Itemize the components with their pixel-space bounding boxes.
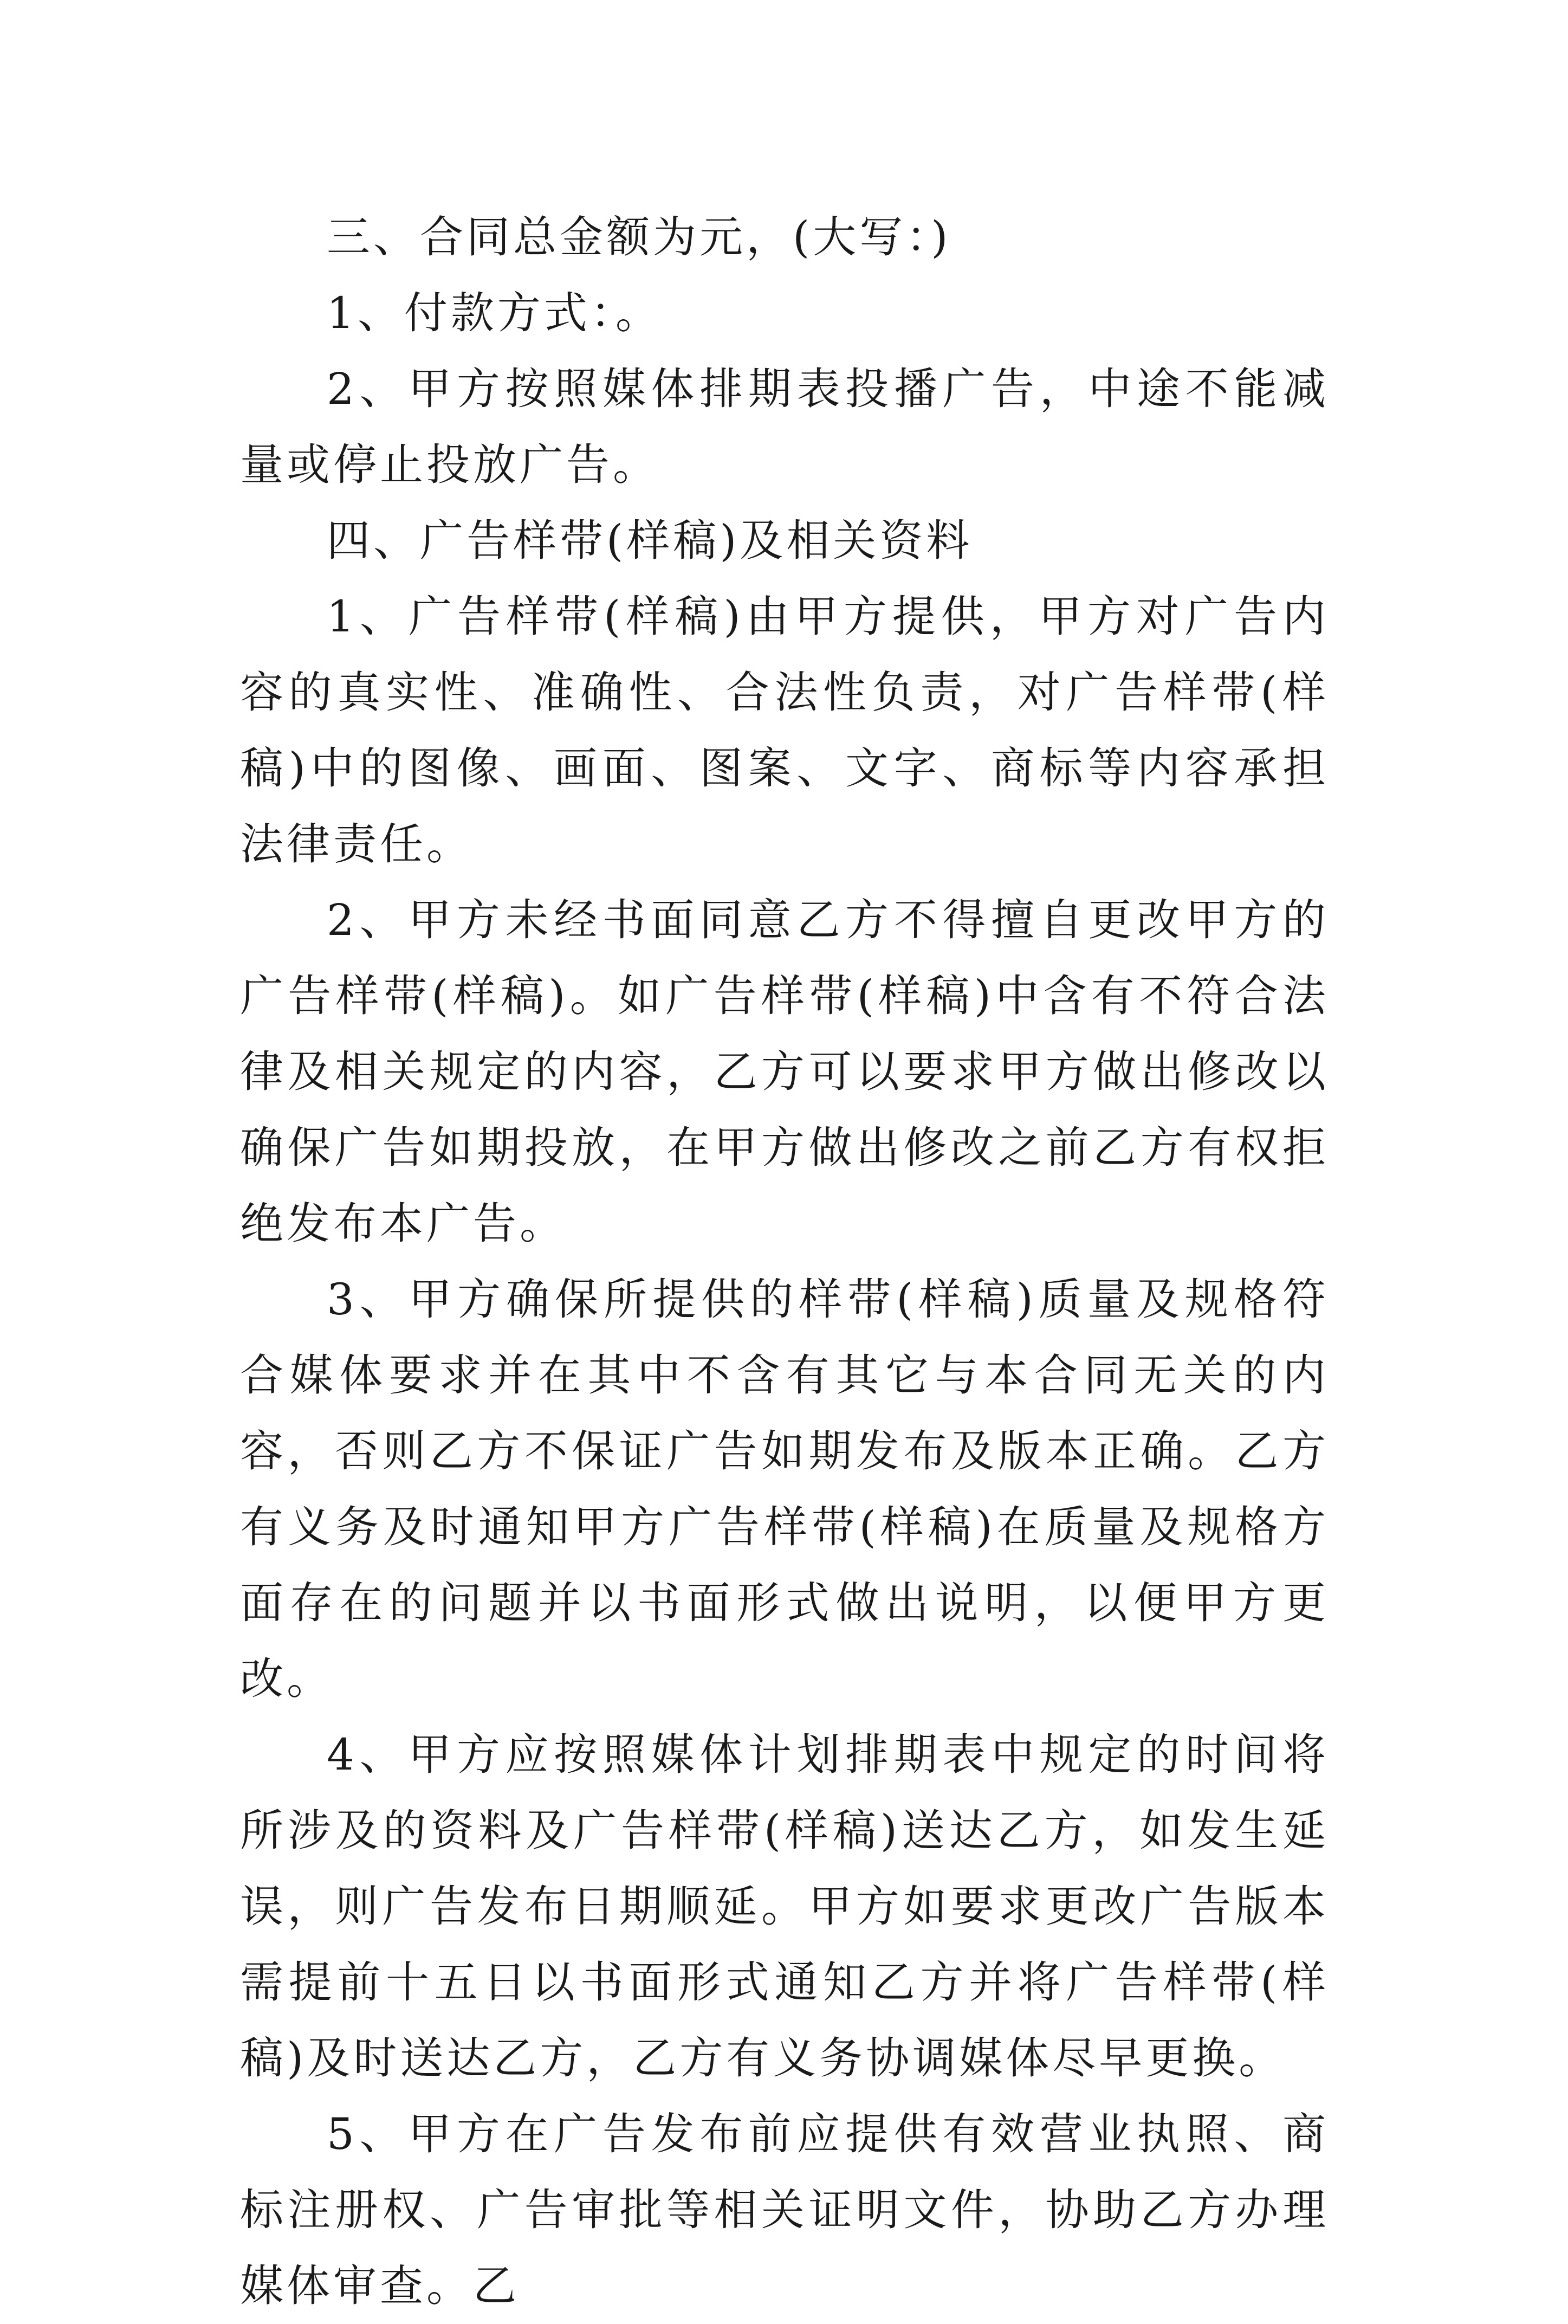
paragraph-payment-method: 1、付款方式：。 <box>327 288 662 338</box>
paragraph-sample-modification: 2、甲方未经书面同意乙方不得擅自更改甲方的广告样带(样稿)。如广告样带(样稿)中含有不符合法律及相关规定的内容，乙方可以要求甲方做出修改以确保广告如期投放，在甲方做出修改之前乙方有权拒绝发布本广告。 <box>240 895 1329 1249</box>
paragraph-total-amount: 三、合同总金额为元，(大写：) <box>327 212 951 262</box>
paragraph-sample-provision: 1、广告样带(样稿)由甲方提供，甲方对广告内容的真实性、准确性、合法性负责，对广告样带(样稿)中的图像、画面、图案、文字、商标等内容承担法律责任。 <box>240 591 1329 869</box>
paragraph-sample-quality: 3、甲方确保所提供的样带(样稿)质量及规格符合媒体要求并在其中不含有其它与本合同无关的内容，否则乙方不保证广告如期发布及版本正确。乙方有义务及时通知甲方广告样带(样稿)在质量及规格方面存在的问题并以书面形式做出说明，以便甲方更改。 <box>240 1274 1329 1704</box>
section-heading-ad-samples: 四、广告样带(样稿)及相关资料 <box>327 515 973 566</box>
contract-body <box>240 199 1329 2324</box>
paragraph-delivery-schedule: 4、甲方应按照媒体计划排期表中规定的时间将所涉及的资料及广告样带(样稿)送达乙方，如发生延误，则广告发布日期顺延。甲方如要求更改广告版本需提前十五日以书面形式通知乙方并将广告样带(样稿)及时送达乙方，乙方有义务协调媒体尽早更换。 <box>240 1729 1329 2083</box>
paragraph-broadcast-schedule: 2、甲方按照媒体排期表投播广告，中途不能减量或停止投放广告。 <box>240 364 1329 490</box>
paragraph-certificates: 5、甲方在广告发布前应提供有效营业执照、商标注册权、广告审批等相关证明文件，协助乙方办理媒体审查。乙 <box>240 2109 1329 2311</box>
